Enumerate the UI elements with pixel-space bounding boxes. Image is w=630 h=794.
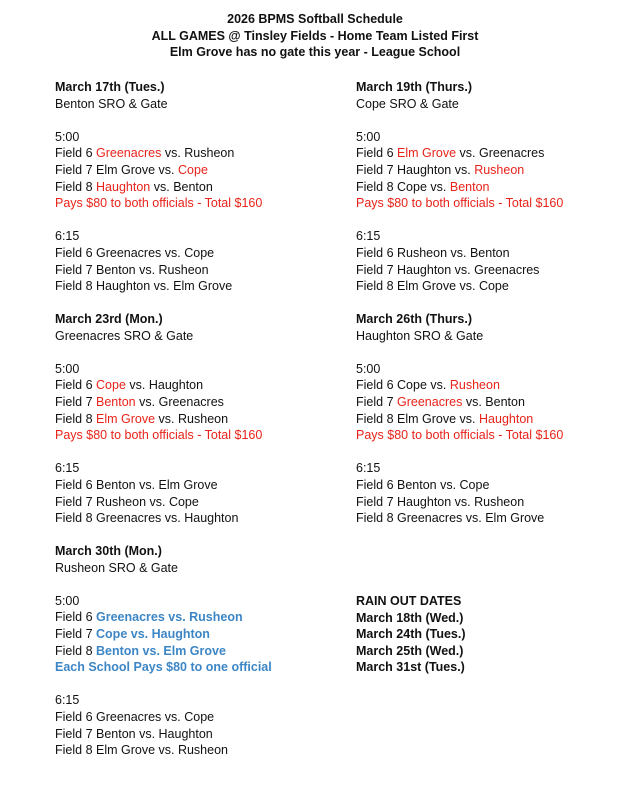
away-team: Greenacres <box>479 146 545 161</box>
game-line: Field 8 Haughton vs. Elm Grove <box>55 279 233 294</box>
sro-gate: Greenacres SRO & Gate <box>55 328 194 343</box>
away-team: Rusheon <box>449 378 500 393</box>
game-time: 6:15 <box>55 229 80 244</box>
day-schedule-march-26 <box>356 311 626 527</box>
away-team: Benton <box>449 179 490 194</box>
rainout-date: March 25th (Wed.) <box>356 643 464 658</box>
away-team: Benton <box>485 394 525 409</box>
home-team: Benton <box>96 394 136 409</box>
game-time: 6:15 <box>356 229 381 244</box>
day-date: March 19th (Thurs.) <box>356 80 472 94</box>
game-line: Field 8 Elm Grove vs. Cope <box>356 279 509 294</box>
day-date: March 30th (Mon.) <box>55 544 162 558</box>
pay-note: Pays $80 to both officials - Total $160 <box>55 428 263 443</box>
rainout-dates <box>356 593 626 676</box>
rainout-title: RAIN OUT DATES <box>356 594 462 608</box>
game-time: 5:00 <box>55 129 80 144</box>
game-line: Field 6 Greenacres vs. Rusheon <box>55 610 243 625</box>
game-line: Field 7 Rusheon vs. Cope <box>55 494 199 509</box>
game-line: Field 6 Benton vs. Cope <box>356 477 490 492</box>
game-line: Field 7 Cope vs. Haughton <box>55 626 210 641</box>
home-team: Elm Grove <box>397 411 457 426</box>
game-line: Field 7 Haughton vs. Greenacres <box>356 262 540 277</box>
day-schedule-march-23 <box>55 311 325 527</box>
game-line: Field 8 Haughton vs. Benton <box>55 179 213 194</box>
game-line: Field 7 Elm Grove vs. Cope <box>55 162 208 177</box>
header-subtitle-gate-note: Elm Grove has no gate this year - League School <box>169 45 461 59</box>
game-time: 6:15 <box>55 693 80 708</box>
game-time: 6:15 <box>356 461 381 476</box>
home-team: Haughton <box>397 162 452 177</box>
game-line: Field 8 Elm Grove vs. Rusheon <box>55 411 229 426</box>
day-schedule-march-30 <box>55 543 325 759</box>
away-team: Rusheon <box>474 162 525 177</box>
game-time: 5:00 <box>55 593 80 608</box>
home-team: Greenacres <box>96 146 162 161</box>
away-team: Rusheon <box>184 146 235 161</box>
day-date: March 26th (Thurs.) <box>356 312 472 326</box>
away-team: Greenacres <box>158 394 224 409</box>
game-line: Field 6 Rusheon vs. Benton <box>356 245 510 260</box>
sro-gate: Rusheon SRO & Gate <box>55 560 178 575</box>
home-team: Elm Grove <box>96 411 156 426</box>
pay-note: Each School Pays $80 to one official <box>55 660 272 675</box>
home-team: Elm Grove <box>397 146 457 161</box>
pay-note: Pays $80 to both officials - Total $160 <box>55 196 263 211</box>
pay-note: Pays $80 to both officials - Total $160 <box>356 428 564 443</box>
home-team: Cope <box>397 179 427 194</box>
document-header <box>0 11 630 61</box>
game-line: Field 6 Cope vs. Haughton <box>55 378 204 393</box>
away-team: Haughton <box>479 411 534 426</box>
game-line: Field 8 Greenacres vs. Elm Grove <box>356 511 545 526</box>
game-time: 5:00 <box>356 361 381 376</box>
header-subtitle-location: ALL GAMES @ Tinsley Fields - Home Team Listed First <box>151 28 479 43</box>
matchup: Benton vs. Elm Grove <box>96 643 226 658</box>
rainout-date: March 18th (Wed.) <box>356 610 464 625</box>
game-line: Field 8 Elm Grove vs. Haughton <box>356 411 534 426</box>
home-team: Elm Grove <box>96 162 156 177</box>
home-team: Cope <box>96 378 126 393</box>
home-team: Greenacres <box>397 394 463 409</box>
game-line: Field 6 Greenacres vs. Rusheon <box>55 146 235 161</box>
away-team: Cope <box>178 162 208 177</box>
game-line: Field 6 Cope vs. Rusheon <box>356 378 500 393</box>
game-line: Field 6 Benton vs. Elm Grove <box>55 477 218 492</box>
game-line: Field 8 Elm Grove vs. Rusheon <box>55 743 228 758</box>
away-team: Rusheon <box>178 411 229 426</box>
home-team: Haughton <box>96 179 151 194</box>
day-schedule-march-17 <box>55 79 325 295</box>
game-time: 6:15 <box>55 461 80 476</box>
game-line: Field 7 Benton vs. Greenacres <box>55 394 224 409</box>
game-line: Field 8 Greenacres vs. Haughton <box>55 511 239 526</box>
game-line: Field 6 Greenacres vs. Cope <box>55 709 215 724</box>
game-line: Field 7 Greenacres vs. Benton <box>356 394 525 409</box>
game-line: Field 7 Haughton vs. Rusheon <box>356 162 525 177</box>
game-line: Field 7 Haughton vs. Rusheon <box>356 494 525 509</box>
sro-gate: Benton SRO & Gate <box>55 96 168 111</box>
rainout-date: March 24th (Tues.) <box>356 627 466 642</box>
sro-gate: Cope SRO & Gate <box>356 96 459 111</box>
day-date: March 23rd (Mon.) <box>55 312 163 326</box>
game-time: 5:00 <box>55 361 80 376</box>
game-line: Field 7 Benton vs. Haughton <box>55 726 213 741</box>
day-date: March 17th (Tues.) <box>55 80 165 94</box>
matchup: Cope vs. Haughton <box>96 626 210 641</box>
home-team: Cope <box>397 378 427 393</box>
page-title: 2026 BPMS Softball Schedule <box>227 12 403 26</box>
away-team: Haughton <box>148 378 204 393</box>
game-line: Field 7 Benton vs. Rusheon <box>55 262 209 277</box>
pay-note: Pays $80 to both officials - Total $160 <box>356 196 564 211</box>
game-time: 5:00 <box>356 129 381 144</box>
game-line: Field 6 Greenacres vs. Cope <box>55 245 215 260</box>
rainout-date: March 31st (Tues.) <box>356 660 465 675</box>
day-schedule-march-19 <box>356 79 626 295</box>
matchup: Greenacres vs. Rusheon <box>96 610 243 625</box>
game-line: Field 8 Cope vs. Benton <box>356 179 490 194</box>
sro-gate: Haughton SRO & Gate <box>356 328 484 343</box>
game-line: Field 6 Elm Grove vs. Greenacres <box>356 146 545 161</box>
away-team: Benton <box>173 179 213 194</box>
game-line: Field 8 Benton vs. Elm Grove <box>55 643 226 658</box>
